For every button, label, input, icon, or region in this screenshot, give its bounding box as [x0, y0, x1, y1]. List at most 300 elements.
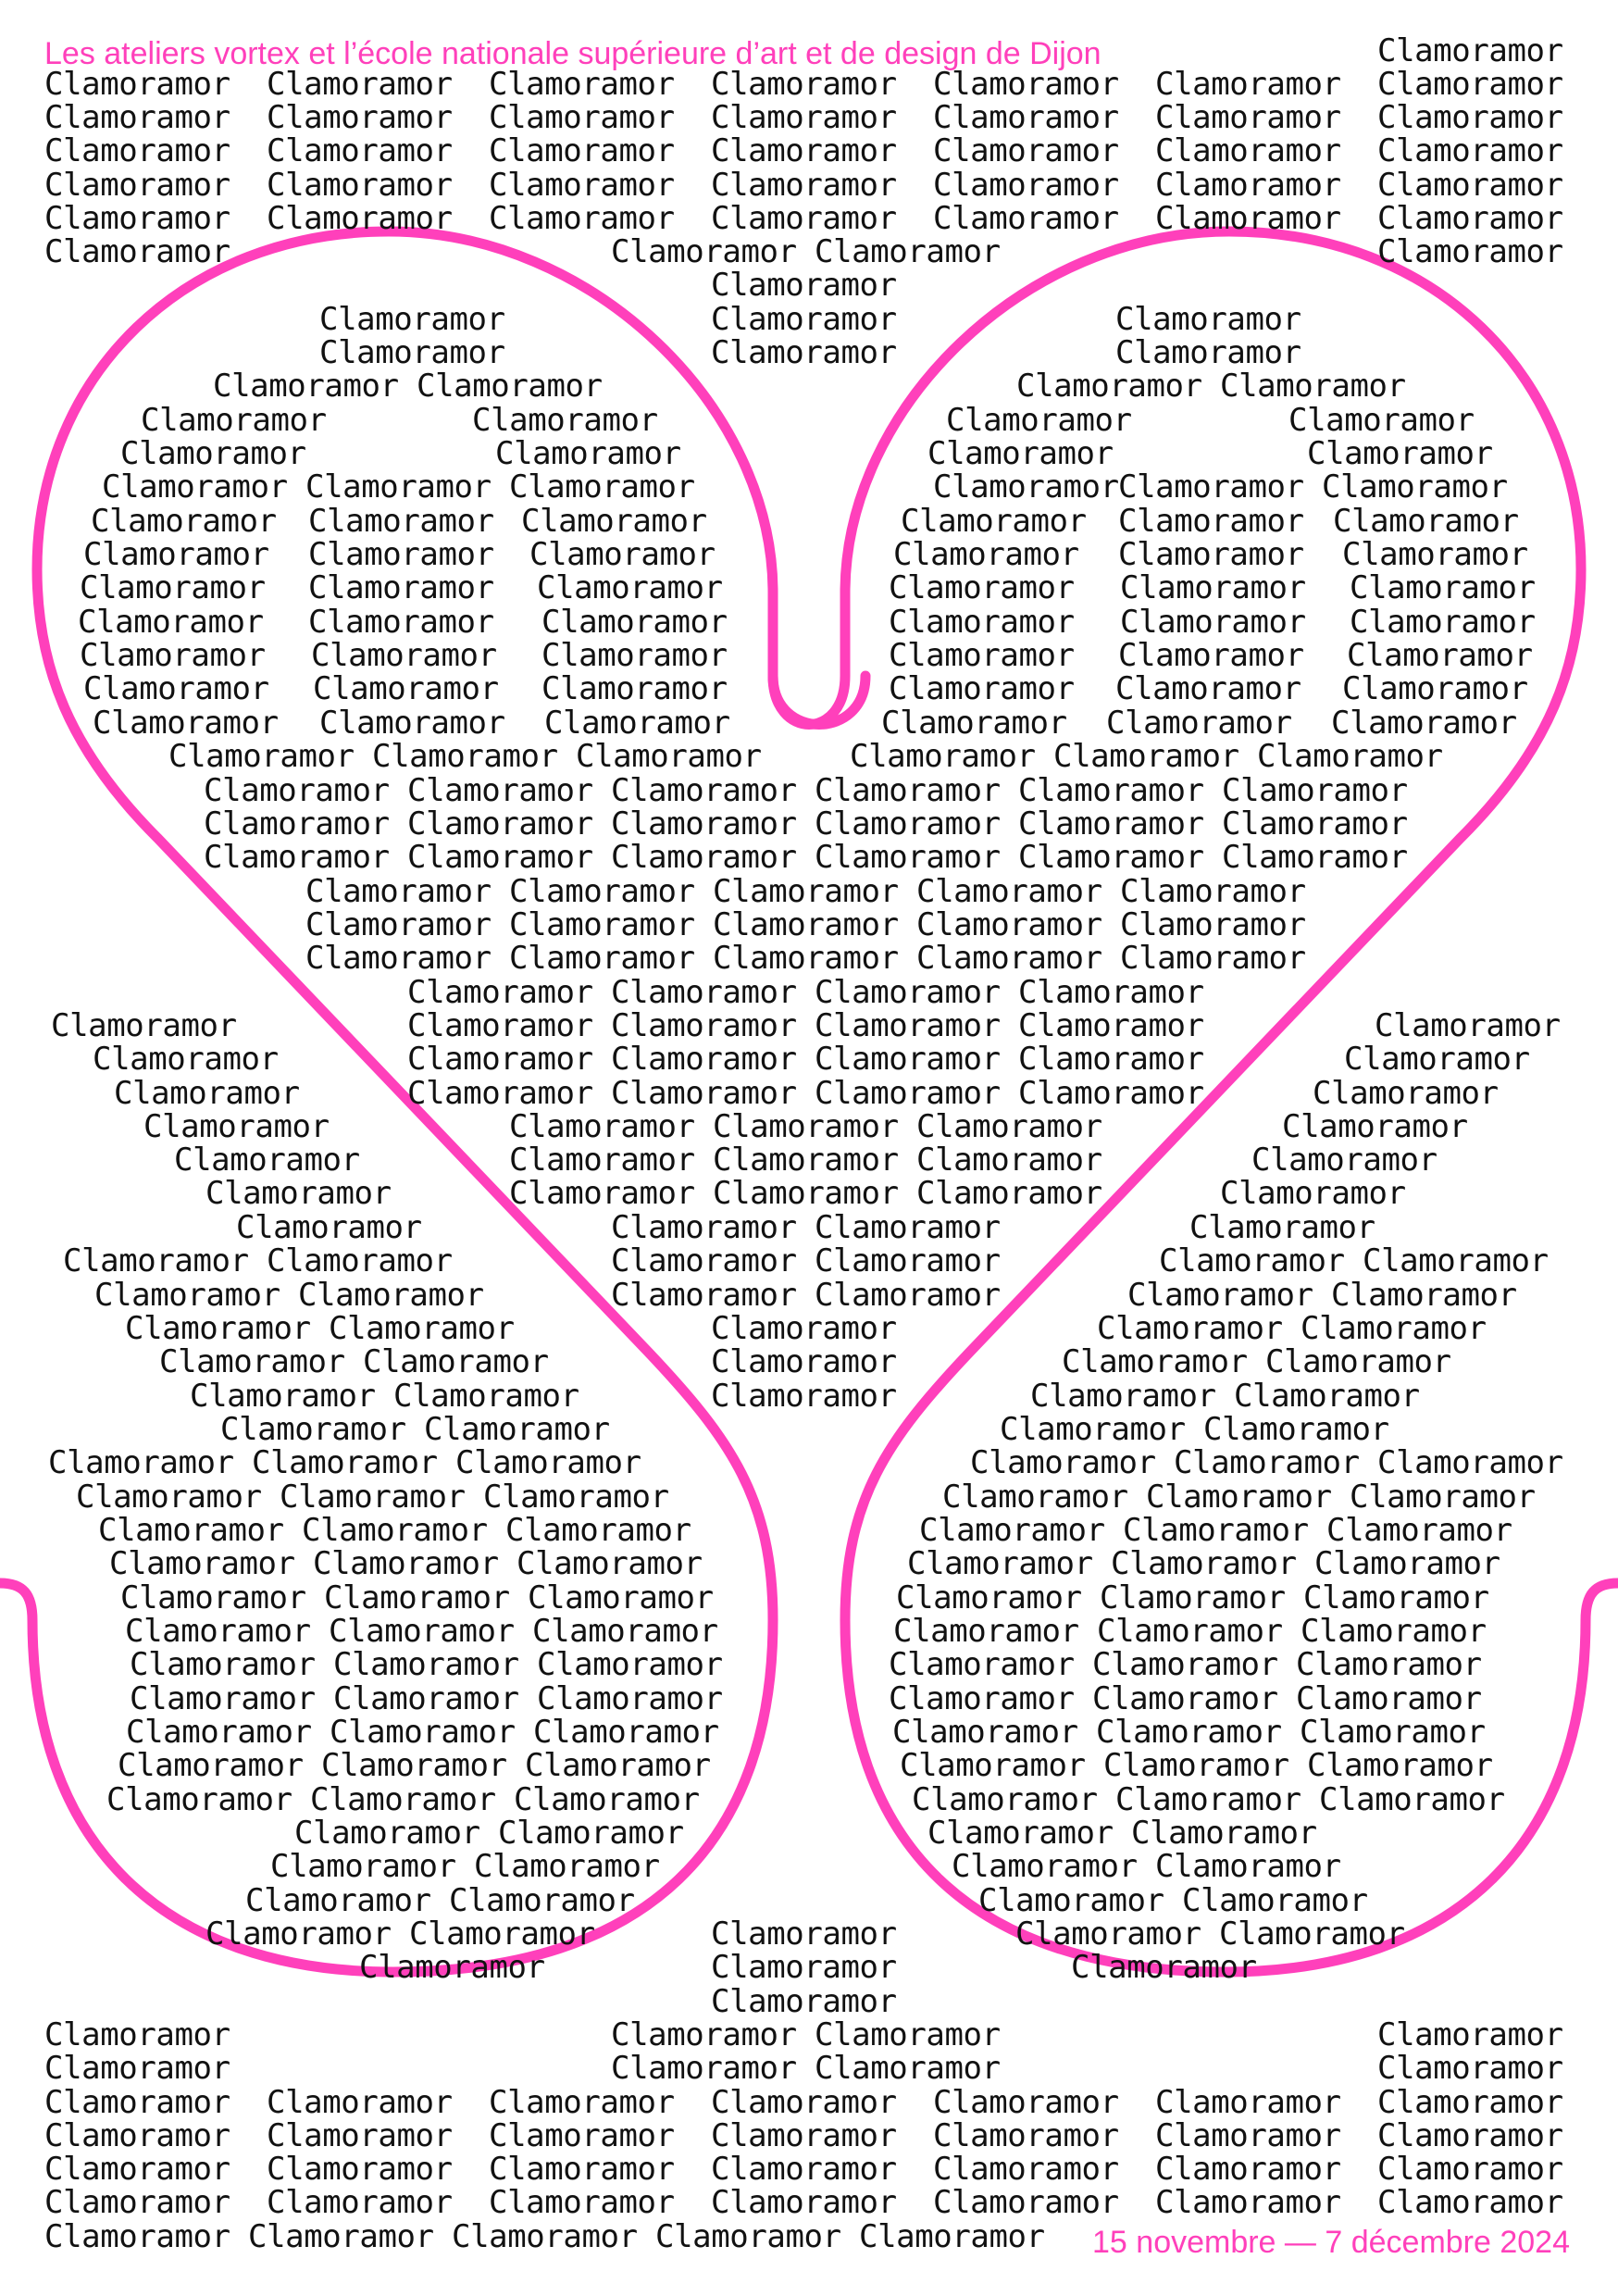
word-instance: Clamoramor — [44, 2117, 230, 2154]
word-instance: Clamoramor — [1120, 873, 1306, 910]
word-instance: Clamoramor — [933, 2084, 1119, 2121]
word-instance: Clamoramor — [509, 940, 695, 977]
word-instance: Clamoramor — [1363, 1242, 1549, 1279]
word-instance: Clamoramor — [517, 1545, 703, 1582]
word-instance: Clamoramor — [916, 906, 1102, 943]
word-instance: Clamoramor — [80, 569, 266, 606]
word-instance: Clamoramor — [1377, 99, 1563, 136]
word-instance: Clamoramor — [1300, 1714, 1486, 1751]
word-instance: Clamoramor — [509, 1175, 695, 1212]
word-instance: Clamoramor — [305, 873, 492, 910]
word-instance: Clamoramor — [1375, 1007, 1561, 1044]
word-instance: Clamoramor — [407, 1075, 593, 1112]
word-instance: Clamoramor — [952, 1848, 1138, 1885]
word-instance: Clamoramor — [889, 569, 1075, 606]
word-instance: Clamoramor — [1120, 906, 1306, 943]
word-instance: Clamoramor — [859, 2218, 1045, 2255]
word-instance: Clamoramor — [1377, 2184, 1563, 2221]
word-instance: Clamoramor — [1326, 1512, 1512, 1549]
word-instance: Clamoramor — [1377, 2050, 1563, 2087]
word-instance: Clamoramor — [541, 670, 728, 707]
word-instance: Clamoramor — [489, 2084, 675, 2121]
word-instance: Clamoramor — [329, 1310, 515, 1347]
word-instance: Clamoramor — [611, 233, 797, 270]
word-instance: Clamoramor — [907, 1545, 1093, 1582]
word-instance: Clamoramor — [106, 1781, 292, 1818]
word-instance: Clamoramor — [1071, 1949, 1257, 1986]
word-instance: Clamoramor — [93, 1041, 279, 1078]
word-instance: Clamoramor — [1146, 1479, 1332, 1516]
word-instance: Clamoramor — [267, 2084, 453, 2121]
word-instance: Clamoramor — [711, 132, 897, 169]
word-instance: Clamoramor — [1377, 167, 1563, 204]
word-instance: Clamoramor — [407, 1007, 593, 1044]
word-instance: Clamoramor — [305, 906, 492, 943]
word-instance: Clamoramor — [308, 536, 494, 573]
word-instance: Clamoramor — [900, 1747, 1086, 1784]
word-instance: Clamoramor — [1115, 334, 1301, 371]
word-instance: Clamoramor — [319, 705, 505, 742]
word-instance: Clamoramor — [815, 1041, 1001, 1078]
word-instance: Clamoramor — [1118, 503, 1304, 540]
word-instance: Clamoramor — [1000, 1411, 1186, 1448]
word-instance: Clamoramor — [329, 1613, 515, 1650]
word-instance: Clamoramor — [102, 468, 288, 505]
word-instance: Clamoramor — [541, 637, 728, 674]
word-instance: Clamoramor — [294, 1815, 480, 1852]
word-instance: Clamoramor — [489, 132, 675, 169]
word-instance: Clamoramor — [655, 2218, 841, 2255]
word-instance: Clamoramor — [1131, 1815, 1317, 1852]
word-instance: Clamoramor — [141, 402, 327, 439]
word-instance: Clamoramor — [881, 705, 1067, 742]
word-instance: Clamoramor — [125, 1310, 311, 1347]
word-instance: Clamoramor — [711, 1983, 897, 2020]
word-instance: Clamoramor — [483, 1479, 669, 1516]
word-instance: Clamoramor — [44, 2084, 230, 2121]
word-instance: Clamoramor — [130, 1680, 316, 1717]
word-instance: Clamoramor — [1220, 368, 1406, 405]
word-instance: Clamoramor — [933, 132, 1119, 169]
word-instance: Clamoramor — [1120, 604, 1306, 641]
word-instance: Clamoramor — [472, 402, 658, 439]
word-instance: Clamoramor — [1377, 132, 1563, 169]
word-instance: Clamoramor — [713, 940, 899, 977]
word-instance: Clamoramor — [333, 1680, 519, 1717]
word-instance: Clamoramor — [1342, 670, 1528, 707]
word-instance: Clamoramor — [1155, 1848, 1341, 1885]
word-instance: Clamoramor — [1265, 1343, 1451, 1380]
word-instance: Clamoramor — [44, 2184, 230, 2221]
word-instance: Clamoramor — [1155, 2184, 1341, 2221]
word-instance: Clamoramor — [611, 1209, 797, 1246]
word-instance: Clamoramor — [1350, 1479, 1536, 1516]
word-instance: Clamoramor — [912, 1781, 1098, 1818]
word-instance: Clamoramor — [1344, 1041, 1530, 1078]
word-instance: Clamoramor — [815, 1277, 1001, 1314]
word-instance: Clamoramor — [1203, 1411, 1389, 1448]
word-instance: Clamoramor — [452, 2218, 638, 2255]
word-instance: Clamoramor — [372, 738, 558, 775]
word-instance: Clamoramor — [933, 167, 1119, 204]
word-instance: Clamoramor — [576, 738, 762, 775]
word-instance: Clamoramor — [1155, 2084, 1341, 2121]
word-instance: Clamoramor — [933, 2184, 1119, 2221]
word-instance: Clamoramor — [407, 805, 593, 842]
word-instance: Clamoramor — [1307, 1747, 1493, 1784]
word-instance: Clamoramor — [1257, 738, 1443, 775]
word-instance: Clamoramor — [1350, 569, 1536, 606]
word-instance: Clamoramor — [1018, 839, 1204, 876]
word-instance: Clamoramor — [611, 1277, 797, 1314]
word-instance: Clamoramor — [509, 873, 695, 910]
word-instance: Clamoramor — [815, 974, 1001, 1011]
word-instance: Clamoramor — [1322, 468, 1508, 505]
word-instance: Clamoramor — [815, 1007, 1001, 1044]
word-instance: Clamoramor — [916, 940, 1102, 977]
word-instance: Clamoramor — [319, 334, 505, 371]
word-instance: Clamoramor — [541, 604, 728, 641]
word-instance: Clamoramor — [407, 974, 593, 1011]
word-instance: Clamoramor — [1127, 1277, 1313, 1314]
word-instance: Clamoramor — [1030, 1378, 1216, 1415]
word-instance: Clamoramor — [933, 468, 1119, 505]
word-instance: Clamoramor — [267, 167, 453, 204]
word-instance: Clamoramor — [532, 1613, 718, 1650]
word-instance: Clamoramor — [1097, 1613, 1283, 1650]
word-instance: Clamoramor — [94, 1277, 280, 1314]
word-instance: Clamoramor — [529, 536, 716, 573]
word-instance: Clamoramor — [889, 637, 1075, 674]
word-instance: Clamoramor — [76, 1479, 262, 1516]
word-instance: Clamoramor — [1155, 2151, 1341, 2188]
word-instance: Clamoramor — [313, 1545, 499, 1582]
word-instance: Clamoramor — [815, 2016, 1001, 2053]
word-instance: Clamoramor — [1096, 1714, 1282, 1751]
word-instance: Clamoramor — [1155, 99, 1341, 136]
word-instance: Clamoramor — [120, 435, 306, 472]
word-instance: Clamoramor — [1189, 1209, 1375, 1246]
word-instance: Clamoramor — [44, 233, 230, 270]
word-instance: Clamoramor — [302, 1512, 488, 1549]
word-instance: Clamoramor — [933, 200, 1119, 237]
word-instance: Clamoramor — [611, 805, 797, 842]
word-instance: Clamoramor — [711, 2084, 897, 2121]
word-instance: Clamoramor — [611, 1041, 797, 1078]
word-instance: Clamoramor — [933, 2151, 1119, 2188]
word-instance: Clamoramor — [1018, 772, 1204, 809]
word-instance: Clamoramor — [174, 1142, 360, 1179]
word-instance: Clamoramor — [159, 1343, 345, 1380]
header-text: Les ateliers vortex et l’école nationale supérieure d’art et de design de Dijon — [44, 36, 1101, 71]
word-instance: Clamoramor — [611, 1242, 797, 1279]
word-instance: Clamoramor — [611, 772, 797, 809]
word-instance: Clamoramor — [407, 1041, 593, 1078]
word-instance: Clamoramor — [711, 167, 897, 204]
word-instance: Clamoramor — [611, 1075, 797, 1112]
word-instance: Clamoramor — [933, 99, 1119, 136]
word-instance: Clamoramor — [1018, 1007, 1204, 1044]
word-instance: Clamoramor — [267, 2117, 453, 2154]
word-instance: Clamoramor — [489, 167, 675, 204]
word-instance: Clamoramor — [252, 1444, 438, 1481]
word-instance: Clamoramor — [970, 1444, 1156, 1481]
word-instance: Clamoramor — [1222, 772, 1408, 809]
word-instance: Clamoramor — [1115, 301, 1301, 338]
word-instance: Clamoramor — [893, 536, 1079, 573]
word-instance: Clamoramor — [1377, 32, 1563, 69]
word-instance: Clamoramor — [267, 2184, 453, 2221]
word-instance: Clamoramor — [267, 99, 453, 136]
word-instance: Clamoramor — [1106, 705, 1292, 742]
word-instance: Clamoramor — [505, 1512, 691, 1549]
word-instance: Clamoramor — [1251, 1142, 1438, 1179]
word-instance: Clamoramor — [537, 569, 723, 606]
word-instance: Clamoramor — [1319, 1781, 1505, 1818]
word-instance: Clamoramor — [1155, 132, 1341, 169]
word-instance: Clamoramor — [611, 1007, 797, 1044]
word-instance: Clamoramor — [1313, 1075, 1499, 1112]
word-instance: Clamoramor — [308, 569, 494, 606]
word-instance: Clamoramor — [514, 1781, 700, 1818]
word-instance: Clamoramor — [1115, 1781, 1301, 1818]
word-instance: Clamoramor — [1016, 368, 1202, 405]
word-instance: Clamoramor — [711, 1915, 897, 1953]
word-instance: Clamoramor — [324, 1579, 510, 1616]
word-instance: Clamoramor — [1303, 1579, 1489, 1616]
word-instance: Clamoramor — [711, 200, 897, 237]
word-instance: Clamoramor — [1018, 1041, 1204, 1078]
word-instance: Clamoramor — [1377, 2016, 1563, 2053]
word-instance: Clamoramor — [713, 1142, 899, 1179]
word-instance: Clamoramor — [1282, 1108, 1468, 1145]
word-instance: Clamoramor — [455, 1444, 641, 1481]
word-instance: Clamoramor — [51, 1007, 237, 1044]
word-instance: Clamoramor — [889, 1680, 1075, 1717]
word-instance: Clamoramor — [1296, 1680, 1482, 1717]
word-instance: Clamoramor — [1174, 1444, 1360, 1481]
word-instance: Clamoramor — [409, 1915, 595, 1953]
word-instance: Clamoramor — [815, 772, 1001, 809]
word-instance: Clamoramor — [489, 66, 675, 103]
word-instance: Clamoramor — [916, 873, 1102, 910]
word-instance: Clamoramor — [498, 1815, 684, 1852]
word-instance: Clamoramor — [509, 468, 695, 505]
word-instance: Clamoramor — [130, 1646, 316, 1683]
word-instance: Clamoramor — [927, 1815, 1114, 1852]
word-instance: Clamoramor — [220, 1411, 406, 1448]
word-instance: Clamoramor — [245, 1882, 431, 1919]
word-instance: Clamoramor — [143, 1108, 330, 1145]
word-instance: Clamoramor — [1062, 1343, 1248, 1380]
word-instance: Clamoramor — [489, 200, 675, 237]
word-instance: Clamoramor — [1182, 1882, 1368, 1919]
word-instance: Clamoramor — [270, 1848, 456, 1885]
word-instance: Clamoramor — [407, 839, 593, 876]
word-instance: Clamoramor — [1222, 805, 1408, 842]
word-instance: Clamoramor — [1155, 200, 1341, 237]
word-instance: Clamoramor — [98, 1512, 284, 1549]
word-instance: Clamoramor — [363, 1343, 549, 1380]
word-instance: Clamoramor — [933, 2117, 1119, 2154]
word-instance: Clamoramor — [711, 2184, 897, 2221]
word-instance: Clamoramor — [611, 2050, 797, 2087]
word-instance: Clamoramor — [1350, 604, 1536, 641]
word-instance: Clamoramor — [1301, 1613, 1487, 1650]
word-instance: Clamoramor — [1155, 66, 1341, 103]
word-instance: Clamoramor — [1288, 402, 1475, 439]
word-instance: Clamoramor — [946, 402, 1132, 439]
word-instance: Clamoramor — [901, 503, 1087, 540]
word-instance: Clamoramor — [213, 368, 399, 405]
word-instance: Clamoramor — [1118, 468, 1304, 505]
word-instance: Clamoramor — [815, 805, 1001, 842]
word-instance: Clamoramor — [533, 1714, 719, 1751]
word-instance: Clamoramor — [308, 503, 494, 540]
word-instance: Clamoramor — [305, 468, 492, 505]
word-instance: Clamoramor — [321, 1747, 507, 1784]
word-instance: Clamoramor — [44, 132, 230, 169]
word-instance: Clamoramor — [889, 604, 1075, 641]
word-instance: Clamoramor — [611, 2016, 797, 2053]
word-instance: Clamoramor — [168, 738, 355, 775]
word-instance: Clamoramor — [1118, 536, 1304, 573]
word-instance: Clamoramor — [611, 839, 797, 876]
word-instance: Clamoramor — [44, 2016, 230, 2053]
word-instance: Clamoramor — [319, 301, 505, 338]
word-instance: Clamoramor — [528, 1579, 714, 1616]
word-instance: Clamoramor — [93, 705, 279, 742]
word-instance: Clamoramor — [80, 637, 266, 674]
word-instance: Clamoramor — [611, 974, 797, 1011]
word-instance: Clamoramor — [44, 2218, 230, 2255]
word-instance: Clamoramor — [1222, 839, 1408, 876]
word-instance: Clamoramor — [1111, 1545, 1297, 1582]
word-instance: Clamoramor — [91, 503, 277, 540]
word-instance: Clamoramor — [1377, 233, 1563, 270]
word-instance: Clamoramor — [927, 435, 1114, 472]
word-instance: Clamoramor — [815, 2050, 1001, 2087]
word-instance: Clamoramor — [1092, 1680, 1278, 1717]
word-instance: Clamoramor — [896, 1579, 1082, 1616]
word-instance: Clamoramor — [893, 1613, 1079, 1650]
word-instance: Clamoramor — [815, 1242, 1001, 1279]
word-instance: Clamoramor — [815, 233, 1001, 270]
word-instance: Clamoramor — [1018, 974, 1204, 1011]
word-instance: Clamoramor — [509, 906, 695, 943]
word-instance: Clamoramor — [1342, 536, 1528, 573]
word-instance: Clamoramor — [280, 1479, 466, 1516]
word-instance: Clamoramor — [78, 604, 264, 641]
word-instance: Clamoramor — [1053, 738, 1239, 775]
word-instance: Clamoramor — [1120, 940, 1306, 977]
word-instance: Clamoramor — [205, 1175, 392, 1212]
word-instance: Clamoramor — [1220, 1175, 1406, 1212]
word-instance: Clamoramor — [1015, 1915, 1201, 1953]
word-instance: Clamoramor — [815, 839, 1001, 876]
word-instance: Clamoramor — [544, 705, 730, 742]
word-instance: Clamoramor — [509, 1142, 695, 1179]
word-instance: Clamoramor — [44, 2151, 230, 2188]
word-instance: Clamoramor — [1377, 2151, 1563, 2188]
word-instance: Clamoramor — [190, 1378, 376, 1415]
word-instance: Clamoramor — [83, 670, 269, 707]
word-instance: Clamoramor — [44, 2050, 230, 2087]
word-instance: Clamoramor — [114, 1075, 300, 1112]
word-instance: Clamoramor — [1377, 66, 1563, 103]
word-instance: Clamoramor — [815, 1209, 1001, 1246]
word-instance: Clamoramor — [889, 670, 1075, 707]
word-instance: Clamoramor — [711, 2117, 897, 2154]
word-instance: Clamoramor — [1120, 569, 1306, 606]
word-instance: Clamoramor — [393, 1378, 579, 1415]
word-instance: Clamoramor — [489, 99, 675, 136]
word-instance: Clamoramor — [1296, 1646, 1482, 1683]
word-instance: Clamoramor — [44, 200, 230, 237]
word-instance: Clamoramor — [489, 2117, 675, 2154]
word-instance: Clamoramor — [892, 1714, 1078, 1751]
word-instance: Clamoramor — [933, 66, 1119, 103]
word-instance: Clamoramor — [1155, 2117, 1341, 2154]
word-instance: Clamoramor — [205, 1915, 392, 1953]
word-instance: Clamoramor — [417, 368, 603, 405]
word-instance: Clamoramor — [474, 1848, 660, 1885]
word-instance: Clamoramor — [711, 301, 897, 338]
word-instance: Clamoramor — [449, 1882, 635, 1919]
word-instance: Clamoramor — [1377, 2117, 1563, 2154]
word-instance: Clamoramor — [713, 873, 899, 910]
word-instance: Clamoramor — [267, 1242, 453, 1279]
word-instance: Clamoramor — [83, 536, 269, 573]
word-instance: Clamoramor — [118, 1747, 304, 1784]
word-instance: Clamoramor — [978, 1882, 1164, 1919]
word-instance: Clamoramor — [1123, 1512, 1309, 1549]
word-instance: Clamoramor — [44, 99, 230, 136]
word-instance: Clamoramor — [359, 1949, 545, 1986]
word-instance: Clamoramor — [1301, 1310, 1487, 1347]
word-instance: Clamoramor — [311, 637, 497, 674]
word-instance: Clamoramor — [942, 1479, 1128, 1516]
word-instance: Clamoramor — [1018, 1075, 1204, 1112]
word-instance: Clamoramor — [713, 906, 899, 943]
word-instance: Clamoramor — [313, 670, 499, 707]
word-instance: Clamoramor — [713, 1175, 899, 1212]
word-instance: Clamoramor — [1331, 705, 1517, 742]
word-instance: Clamoramor — [1331, 1277, 1517, 1314]
word-instance: Clamoramor — [1097, 1310, 1283, 1347]
word-instance: Clamoramor — [298, 1277, 484, 1314]
word-instance: Clamoramor — [310, 1781, 496, 1818]
word-instance: Clamoramor — [711, 267, 897, 304]
word-instance: Clamoramor — [44, 66, 230, 103]
word-instance: Clamoramor — [424, 1411, 610, 1448]
word-instance: Clamoramor — [236, 1209, 422, 1246]
word-instance: Clamoramor — [489, 2184, 675, 2221]
word-instance: Clamoramor — [711, 1310, 897, 1347]
word-instance: Clamoramor — [916, 1175, 1102, 1212]
word-instance: Clamoramor — [713, 1108, 899, 1145]
word-instance: Clamoramor — [63, 1242, 249, 1279]
word-instance: Clamoramor — [521, 503, 707, 540]
word-instance: Clamoramor — [1377, 200, 1563, 237]
word-instance: Clamoramor — [126, 1714, 312, 1751]
word-instance: Clamoramor — [44, 167, 230, 204]
word-instance: Clamoramor — [1347, 637, 1533, 674]
word-instance: Clamoramor — [815, 1075, 1001, 1112]
word-instance: Clamoramor — [889, 1646, 1075, 1683]
word-instance: Clamoramor — [537, 1646, 723, 1683]
word-instance: Clamoramor — [267, 132, 453, 169]
